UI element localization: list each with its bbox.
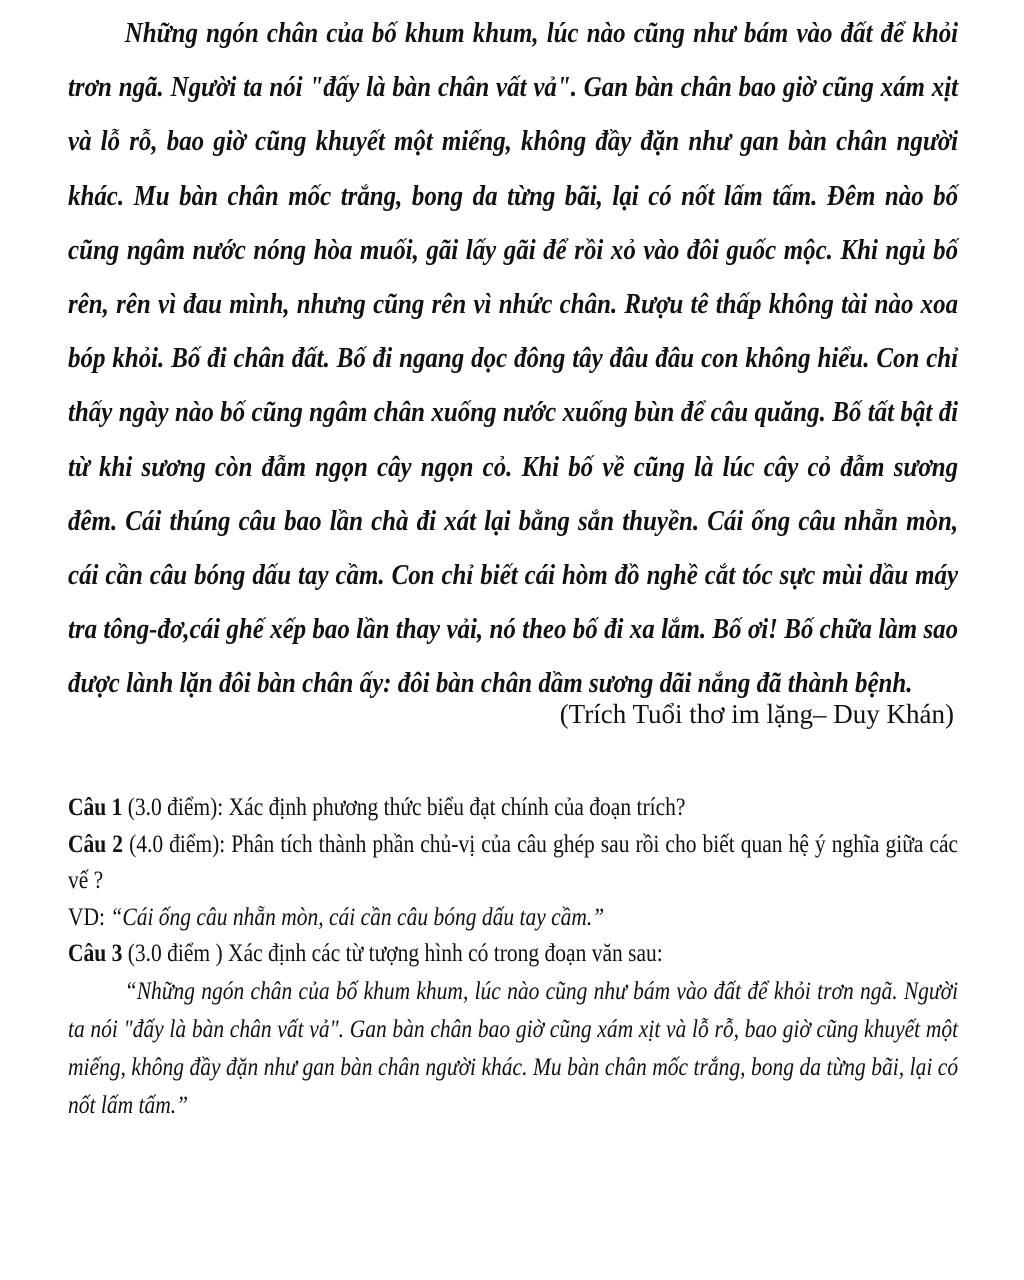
question-3-text: (3.0 điểm ) Xác định các từ tượng hình có trong đoạn văn sau:	[122, 940, 663, 967]
example-label: VD:	[68, 903, 111, 931]
quoted-paragraph-text: “Những ngón chân của bố khum khum, lúc nào cũng như bám vào đất để khỏi trơn ngã. Người ta nói "đấy là bàn chân vất vả". Gan bàn chân bao giờ cũng xám xịt và lỗ rỗ, bao giờ cũng khuyết một miếng, không đầy đặn như gan bàn chân người khác. Mu bàn chân mốc trắng, bong da từng bãi, lại có nốt lấm tấm.”	[68, 977, 959, 1119]
quoted-paragraph	[68, 973, 958, 1125]
question-2	[68, 827, 958, 900]
example-text: “Cái ống câu nhẵn mòn, cái cần câu bóng dấu tay cầm.”	[110, 903, 605, 931]
question-3-label: Câu 3	[68, 940, 123, 967]
question-1-label: Câu 1	[68, 794, 123, 821]
example-sentence	[68, 900, 958, 937]
question-1	[68, 790, 958, 827]
passage-text: Những ngón chân của bố khum khum, lúc nào cũng như bám vào đất để khỏi trơn ngã. Người ta nói "đấy là bàn chân vất vả". Gan bàn chân bao giờ cũng xám xịt và lỗ rỗ, bao giờ cũng khuyết một miếng, không đầy đặn như gan bàn chân người khác. Mu bàn chân mốc trắng, bong da từng bãi, lại có nốt lấm tấm. Đêm nào bố cũng ngâm nước nóng hòa muối, gãi lấy gãi để rồi xỏ vào đôi guốc mộc. Khi ngủ bố rên, rên vì đau mình, nhưng cũng rên vì nhức chân. Rượu tê thấp không tài nào xoa bóp khỏi. Bố đi chân đất. Bố đi ngang dọc đông tây đâu đâu con không hiểu. Con chỉ thấy ngày nào bố cũng ngâm chân xuống nước xuống bùn để câu quăng. Bố tất bật đi từ khi sương còn đẫm ngọn cây ngọn cỏ. Khi bố về cũng là lúc cây cỏ đẫm sương đêm. Cái thúng câu bao lần chà đi xát lại bằng sắn thuyền. Cái ống câu nhẵn mòn, cái cần câu bóng dấu tay cầm. Con chỉ biết cái hòm đồ nghề cắt tóc sực mùi dầu máy tra tông-đơ,cái ghế xếp bao lần thay vải, nó theo bố đi xa lắm. Bố ơi! Bố chữa làm sao được lành lặn đôi bàn chân ấy: đôi bàn chân dầm sương dãi nắng đã thành bệnh.	[68, 17, 959, 700]
questions-section	[68, 790, 958, 1125]
question-2-label: Câu 2	[68, 830, 124, 858]
question-2-text: (4.0 điểm): Phân tích thành phần chủ-vị của câu ghép sau rồi cho biết quan hệ ý nghĩa giữa các vế ?	[68, 830, 959, 894]
question-1-text: (3.0 điểm): Xác định phương thức biểu đạt chính của đoạn trích?	[122, 794, 686, 821]
excerpt-source: (Trích Tuổi thơ im lặng– Duy Khán)	[559, 699, 954, 729]
excerpt-passage	[68, 0, 958, 711]
question-3	[68, 936, 958, 973]
